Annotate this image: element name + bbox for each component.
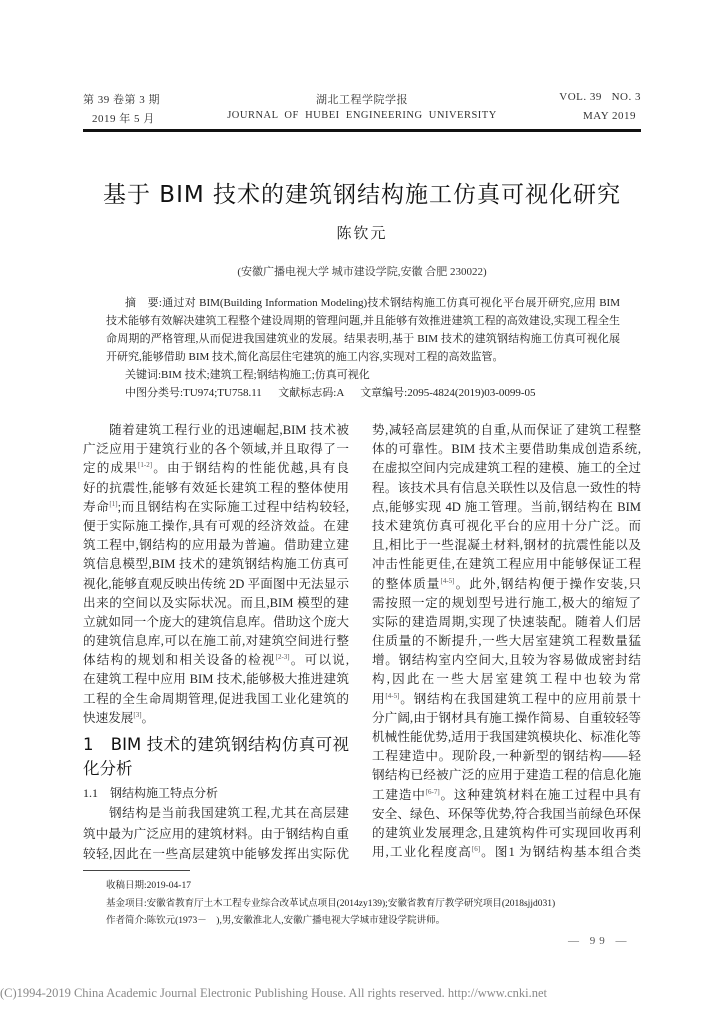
author-name: 陈钦元 <box>336 224 388 242</box>
text-line <box>372 421 641 440</box>
text-segment: 工建造中 <box>372 787 426 802</box>
text-segment: 出来的空间以及实际状况。而且,BIM 模型的建 <box>83 595 349 610</box>
text-line <box>83 536 349 555</box>
text-segment: 工程建造中。现阶段,一种新型的钢结构——轻 <box>372 749 641 764</box>
text-segment: 机械性能优势,适用于我国建筑模块化、标准化等 <box>372 730 641 744</box>
text-segment: 体的可靠性。BIM 技术主要借助集成创造系统, <box>372 442 641 457</box>
citation-ref: [1-2] <box>138 461 153 470</box>
text-line <box>372 766 641 785</box>
received-date: 收稿日期:2019-04-17 <box>106 881 191 891</box>
text-segment: 广泛应用于建筑行业的各个领域,并且取得了一 <box>83 442 349 457</box>
text-segment: 增。钢结构室内空间大,且较为容易做成密封结 <box>372 653 641 668</box>
text-segment: 在虚拟空间内完成建筑工程的建模、施工的全过 <box>372 461 641 476</box>
abstract-line: 摘 要:通过对 BIM(Building Information Modeling)技术钢结构施工仿真可视化平台展开研究,应用 BIM <box>125 297 620 309</box>
text-segment: 点,能够实现 4D 施工管理。当前,钢结构在 BIM <box>372 499 641 514</box>
text-segment: 分广阔,由于钢材具有施工操作简易、自重较轻等 <box>372 710 641 725</box>
text-line <box>83 709 349 728</box>
citation-ref: [3] <box>133 710 142 719</box>
issue-date-cn: 2019 年 5 月 <box>92 113 155 125</box>
footnote-rule <box>83 870 190 871</box>
issue-date-en: MAY 2019 <box>582 110 636 122</box>
text-segment: 的建筑信息库,可以在施工前,对建筑空间进行整 <box>83 634 349 649</box>
text-segment: 实际的建造周期,实现了快速装配。随着人们居 <box>372 614 641 629</box>
text-segment: 快速发展 <box>83 710 134 725</box>
text-line <box>83 479 349 498</box>
journal-name-en: JOURNAL OF HUBEI ENGINEERING UNIVERSITY <box>227 110 497 121</box>
text-segment: ;而且钢结构在实际施工过程中结构较轻, <box>117 499 350 514</box>
text-line <box>83 517 349 536</box>
citation-ref: [4-5] <box>385 691 400 700</box>
text-segment: 立就如同一个庞大的建筑信息库。借助这个庞大 <box>83 614 349 629</box>
citation-ref: [2-3] <box>275 653 290 662</box>
text-segment: 体结构的规划和相关设备的检视 <box>83 653 276 668</box>
volume-issue: 第 39 卷第 3 期 <box>83 94 160 106</box>
section-1-heading-line: 1 BIM 技术的建筑钢结构仿真可视 <box>83 735 349 754</box>
text-line <box>83 803 349 824</box>
text-line <box>372 747 641 766</box>
text-line <box>83 421 349 440</box>
text-segment: 定的成果 <box>83 461 139 476</box>
text-segment: 好的抗震性,能够有效延长建筑工程的整体使用 <box>83 480 349 495</box>
text-line <box>372 709 641 728</box>
text-segment: 。 <box>141 710 155 725</box>
text-segment: 在建筑工程中应用 BIM 技术,能够极大推进建筑 <box>83 672 349 687</box>
text-segment: 用,工业化程度高 <box>372 845 472 860</box>
text-segment: 较轻,因此在一些高层建筑中能够发挥出实际优 <box>83 847 349 862</box>
journal-name-cn: 湖北工程学院学报 <box>316 94 408 106</box>
abstract-line: 命周期的严格管理,从而促进我国建筑业的发展。结果表明,基于 BIM 技术的建筑钢结构施工仿真可视化展 <box>106 333 620 345</box>
text-line <box>372 594 641 613</box>
author-bio: 作者简介:陈钦元(1973－ ),男,安徽淮北人,安徽广播电视大学城市建设学院讲师。 <box>106 916 446 926</box>
text-line <box>83 613 349 632</box>
text-segment: 工程的全生命周期管理,促进我国工业化建筑的 <box>83 691 349 706</box>
text-line <box>372 440 641 459</box>
text-line <box>372 824 641 843</box>
header-rule <box>83 129 641 132</box>
text-segment: 用 <box>372 691 386 706</box>
left-column-body <box>83 421 349 728</box>
text-segment: 势,减轻高层建筑的自重,从而保证了建筑工程整 <box>372 423 641 437</box>
citation-ref: [6] <box>471 845 481 854</box>
text-segment: 。这种建筑材料在施工过程中具有 <box>439 787 642 802</box>
text-line <box>372 517 641 536</box>
text-segment: 。可以说, <box>289 653 349 668</box>
text-segment: 便于实际施工操作,具有可观的经济效益。在建 <box>83 518 349 533</box>
text-line <box>372 805 641 824</box>
text-segment: 。图1 为钢结构基本组合类 <box>480 845 641 860</box>
text-line <box>83 670 349 689</box>
classification-line <box>106 384 620 402</box>
document-code: 文献标志码:A <box>278 387 344 399</box>
text-line <box>372 536 641 555</box>
section-1-heading <box>83 733 349 781</box>
text-line <box>372 479 641 498</box>
text-segment: 技术建筑仿真可视化平台的应用十分广泛。而 <box>372 518 641 533</box>
text-segment: 筑工程中,钢结构的应用最为普遍。借助建立建 <box>83 538 349 553</box>
classification-number: 中图分类号:TU974;TU758.11 <box>125 387 262 399</box>
text-line <box>372 728 641 747</box>
text-line <box>83 498 349 517</box>
fund-project: 基金项目:安徽省教育厅土木工程专业综合改革试点项目(2014zy139);安徽省教育厅教学研究项目(2018sjjd031) <box>106 898 556 909</box>
text-line <box>372 498 641 517</box>
text-segment: 随着建筑工程行业的迅速崛起,BIM 技术被 <box>109 423 349 437</box>
abstract-line: 开研究,能够借助 BIM 技术,简化高层住宅建筑的施工内容,实现对工程的高效监管。 <box>106 351 504 363</box>
article-number: 文章编号:2095-4824(2019)03-0099-05 <box>360 387 536 399</box>
text-segment: 程。该技术具有信息关联性以及信息一致性的特 <box>372 480 641 495</box>
footnotes <box>106 878 555 931</box>
text-segment: 钢结构已经被广泛的应用于建造工程的信息化施 <box>372 768 641 783</box>
text-line <box>372 613 641 632</box>
section-1-1-heading: 1.1 钢结构施工特点分析 <box>83 786 219 800</box>
text-line <box>372 575 641 594</box>
text-segment: 寿命 <box>83 499 110 514</box>
keywords: 关键词:BIM 技术;建筑工程;钢结构施工;仿真可视化 <box>125 369 370 381</box>
text-line <box>372 670 641 689</box>
text-line <box>372 786 641 805</box>
page-number: — 99 — <box>568 935 631 947</box>
text-segment: 冲击性能更佳,在建筑工程应用中能够保证工程 <box>372 557 641 572</box>
abstract-line: 技术能够有效解决建筑工程整个建设周期的管理问题,并且能够有效推进建筑工程的高效建设,实现工程全生 <box>106 315 620 327</box>
citation-ref: [1] <box>109 499 118 508</box>
text-segment: 住质量的不断提升,一些大居室建筑工程数量猛 <box>372 634 641 649</box>
right-column-body <box>372 421 641 862</box>
text-line <box>372 632 641 651</box>
abstract <box>106 294 620 402</box>
text-segment: 。钢结构在我国建筑工程中的应用前景十 <box>399 691 642 706</box>
paper-title: 基于 BIM 技术的建筑钢结构施工仿真可视化研究 <box>102 182 622 208</box>
text-line <box>372 651 641 670</box>
text-line <box>83 690 349 709</box>
text-line <box>372 690 641 709</box>
text-line <box>83 824 349 845</box>
text-line <box>372 555 641 574</box>
text-segment: 的建筑业发展理念,且建筑构件可实现回收再利 <box>372 825 641 840</box>
text-segment: 的整体质量 <box>372 576 441 591</box>
text-segment: 且,相比于一些混凝土材料,钢材的抗震性能以及 <box>372 538 641 553</box>
text-segment: 钢结构是当前我国建筑工程,尤其在高层建 <box>109 806 349 820</box>
text-segment: 。此外,钢结构便于操作安装,只 <box>454 576 642 591</box>
section-1-heading-line: 化分析 <box>83 759 133 778</box>
text-line <box>83 632 349 651</box>
affiliation: (安徽广播电视大学 城市建设学院,安徽 合肥 230022) <box>237 266 487 278</box>
text-segment: 安全、绿色、环保等优势,符合我国当前绿色环保 <box>372 806 641 821</box>
left-column-body-2 <box>83 803 349 865</box>
copyright-notice: (C)1994-2019 China Academic Journal Electronic Publishing House. All rights reserved. http://www.cnki.net <box>0 986 548 1000</box>
text-line <box>83 555 349 574</box>
text-segment: 需按照一定的规划型号进行施工,极大的缩短了 <box>372 595 641 610</box>
text-line <box>372 843 641 862</box>
citation-ref: [6-7] <box>425 787 440 796</box>
text-line <box>372 459 641 478</box>
text-line <box>83 844 349 865</box>
text-segment: 视化,能够直观反映出传统 2D 平面图中无法显示 <box>83 576 349 591</box>
text-line <box>83 575 349 594</box>
text-segment: 筑信息模型,BIM 技术的建筑钢结构施工仿真可 <box>83 557 349 572</box>
text-segment: 筑中最为广泛应用的建筑材料。由于钢结构自重 <box>83 826 349 841</box>
text-line <box>83 594 349 613</box>
citation-ref: [4-5] <box>440 576 455 585</box>
text-segment: 。由于钢结构的性能优越,具有良 <box>152 461 349 476</box>
text-line <box>83 440 349 459</box>
text-segment: 构,因此在一些大居室建筑工程中也较为常 <box>372 672 641 687</box>
text-line <box>83 459 349 478</box>
volume-en: VOL. 39 NO. 3 <box>559 91 641 103</box>
text-line <box>83 651 349 670</box>
